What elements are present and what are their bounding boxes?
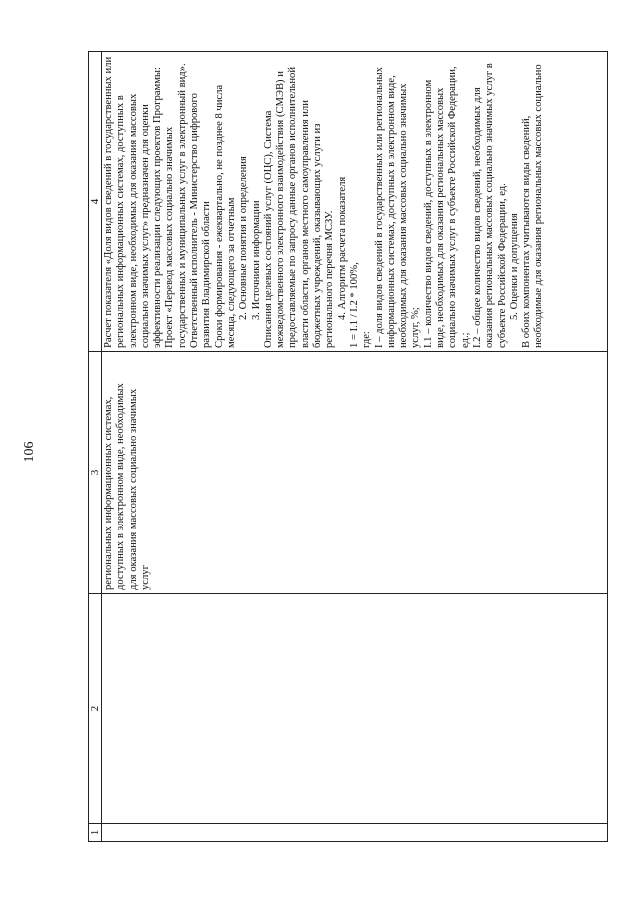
page-number: 106 bbox=[22, 441, 37, 463]
col4-line: I.2 – общее количество видов сведений, необходимых для bbox=[471, 87, 483, 348]
col3-line: для оказания массовых социально значимых bbox=[127, 388, 139, 590]
col4-line: эффективности реализации следующих проектов Программы: bbox=[152, 67, 164, 348]
col4-line: социально значимых услуг в субъекте Российской Федерации, bbox=[447, 66, 459, 348]
indicator-table bbox=[88, 51, 608, 842]
cell-col-4 bbox=[102, 52, 608, 352]
col4-line: В обоих компонентах учитываются виды сведений, bbox=[521, 115, 533, 348]
col4-line: власти области, органов местного самоуправления или bbox=[299, 100, 311, 348]
col4-line: месяца, следующего за отчетным bbox=[225, 197, 237, 348]
header-col-1: 1 bbox=[89, 824, 102, 842]
col4-line: предоставляемые по запросу данные органов исполнительной bbox=[287, 67, 299, 348]
formula: 1 = I.1 / I.2 * 100%, bbox=[348, 262, 360, 348]
col4-line: бюджетных учреждений, оказывающих услуги из bbox=[312, 123, 324, 348]
section-heading: 5. Оценки и допущения bbox=[508, 213, 520, 320]
col4-line: социально значимых услуг» предназначен для оценки bbox=[139, 104, 151, 348]
col4-line: информационных системах, доступных в электронном виде, bbox=[385, 75, 397, 348]
col4-line: необходимых для оказания массовых социально значимых bbox=[398, 83, 410, 348]
header-col-3: 3 bbox=[89, 352, 102, 594]
col3-line: региональных информационных системах, bbox=[103, 396, 114, 590]
col4-line: государственных и муниципальных услуг в электронный вид». bbox=[176, 63, 188, 348]
col4-line: региональных информационных системах, доступных в bbox=[115, 95, 127, 348]
col3-line: услуг bbox=[139, 565, 151, 590]
section-heading: 4. Алгоритм расчета показателя bbox=[336, 176, 348, 320]
header-row bbox=[89, 52, 102, 842]
col4-line: ед.; bbox=[459, 332, 471, 348]
section-heading: 3. Источники информации bbox=[250, 200, 262, 320]
col4-line: субъекте Российской Федерации, ед. bbox=[496, 183, 508, 348]
col4-line: Проект «Перевод массовых социально значимых bbox=[164, 126, 176, 348]
header-col-2: 2 bbox=[89, 594, 102, 824]
col4-line: развития Владимирской области bbox=[201, 201, 213, 348]
col4-line: виде, необходимых для оказания региональных массовых bbox=[435, 87, 447, 348]
col4-line: оказания региональных массовых социально значимых услуг в bbox=[484, 63, 496, 348]
col4-line: регионального перечня МСЗУ. bbox=[324, 210, 336, 348]
col4-line: Ответственный исполнитель - Министерство цифрового bbox=[189, 93, 201, 348]
table-row bbox=[102, 52, 608, 842]
cell-col-1 bbox=[102, 824, 608, 842]
cell-col-2 bbox=[102, 594, 608, 824]
col4-line: Описания целевых состояний услуг (ОЦС), Система bbox=[262, 110, 274, 348]
header-col-4: 4 bbox=[89, 52, 102, 352]
cell-col-3 bbox=[102, 352, 608, 594]
col4-line: Сроки формирования - ежеквартально, не позднее 8 числа bbox=[213, 84, 225, 348]
col3-line: доступных в электронном виде, необходимых bbox=[115, 383, 127, 590]
section-heading: 2. Основные понятия и определения bbox=[238, 156, 250, 320]
col4-line: необходимые для оказания региональных массовых социально bbox=[533, 64, 545, 348]
col4-line: I.1 – количество видов сведений, доступных в электронном bbox=[422, 79, 434, 348]
rotated-page bbox=[88, 52, 608, 842]
col4-line: где: bbox=[361, 331, 373, 348]
col4-line: межведомственного электронного взаимодействия (СМЭВ) и bbox=[275, 71, 287, 348]
col4-line: услуг, %; bbox=[410, 307, 422, 348]
col4-line: Расчет показателя «Доля видов сведений в государственных или bbox=[103, 56, 114, 348]
col4-line: электронном виде, необходимых для оказания массовых bbox=[127, 93, 139, 348]
col4-line: I – доля видов сведений в государственных или региональных bbox=[373, 67, 385, 348]
